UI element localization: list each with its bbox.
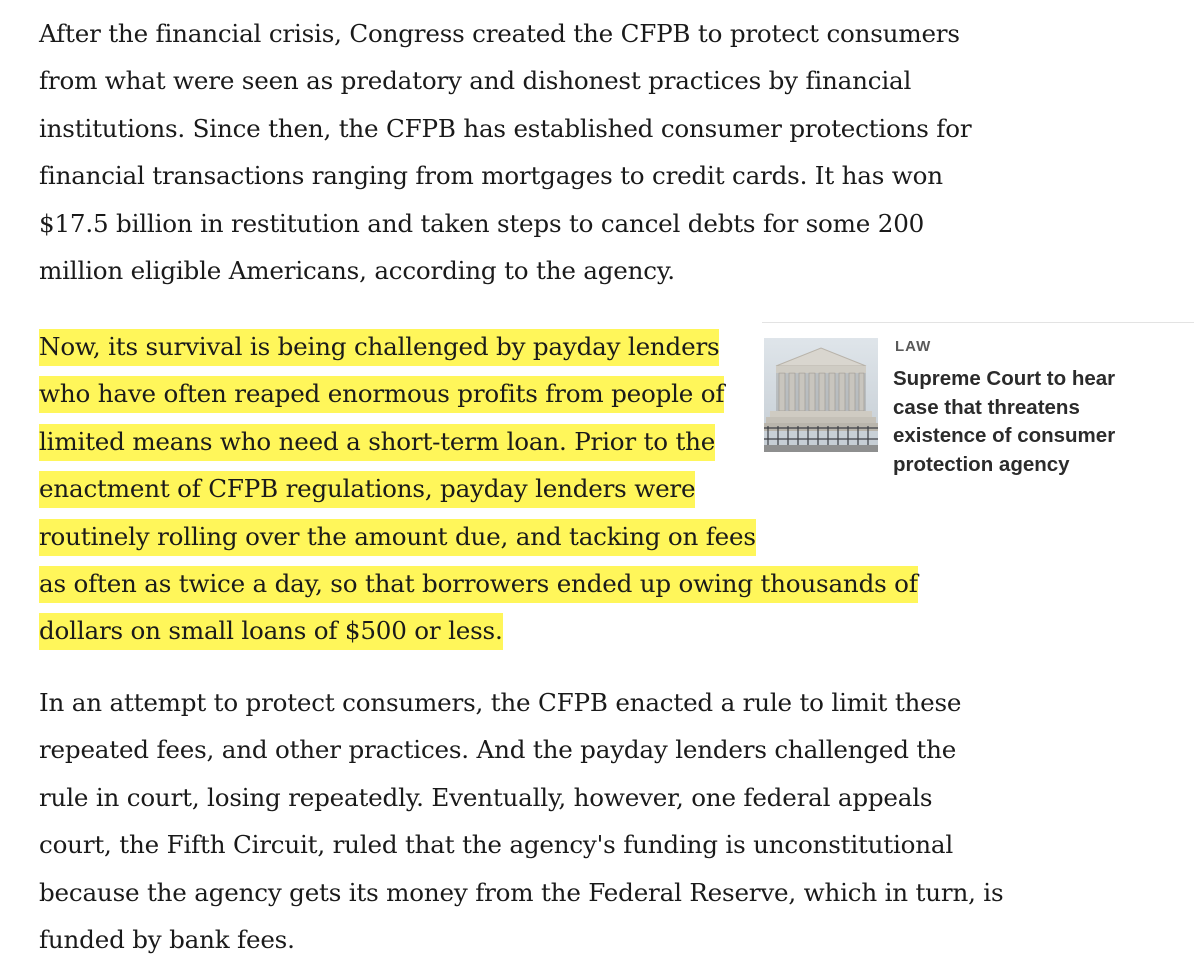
text-line: from what were seen as predatory and dishonest practices by financial [39,66,912,96]
text-line: institutions. Since then, the CFPB has established consumer protections for [39,113,972,143]
related-story-title[interactable] [893,365,1183,479]
related-title-line: case that threatens [893,395,1080,419]
related-story-thumbnail[interactable] [764,338,878,452]
highlight-mark: who have often reaped enormous profits from people of [39,376,724,413]
highlight-mark: Now, its survival is being challenged by payday lenders [39,329,719,366]
article-paragraph-1 [39,10,999,294]
text-line: $17.5 billion in restitution and taken steps to cancel debts for some 200 [39,208,925,238]
highlight-mark: enactment of CFPB regulations, payday lenders were [39,471,695,508]
related-title-line: Supreme Court to hear [893,367,1116,390]
text-line: funded by bank fees. [39,925,295,955]
article-paragraph-3 [39,679,1004,963]
related-story-card[interactable] [762,322,1194,483]
text-line: court, the Fifth Circuit, ruled that the agency's funding is unconstitutional [39,830,954,860]
related-title-line: existence of consumer [893,424,1116,447]
highlight-mark: limited means who need a short-term loan. Prior to the [39,424,715,461]
text-line: million eligible Americans, according to the agency. [39,256,675,286]
related-title-line: protection agency [893,452,1070,476]
text-line: because the agency gets its money from the Federal Reserve, which in turn, is [39,877,1004,907]
text-line: repeated fees, and other practices. And the payday lenders challenged the [39,735,957,765]
text-line: In an attempt to protect consumers, the CFPB enacted a rule to limit these [39,688,962,717]
related-story-kicker[interactable]: LAW [895,338,932,355]
highlight-mark: routinely rolling over the amount due, and tacking on fees [39,519,756,556]
highlighted-line [39,560,919,607]
text-line: financial transactions ranging from mortgages to credit cards. It has won [39,161,943,191]
text-line: rule in court, losing repeatedly. Eventually, however, one federal appeals [39,782,933,812]
highlight-mark: dollars on small loans of $500 or less. [39,613,503,650]
highlighted-line [39,513,919,560]
highlight-mark: as often as twice a day, so that borrowers ended up owing thousands of [39,566,918,603]
supreme-court-building-icon [764,338,878,452]
highlighted-line [39,607,919,654]
text-line: After the financial crisis, Congress created the CFPB to protect consumers [39,19,960,48]
